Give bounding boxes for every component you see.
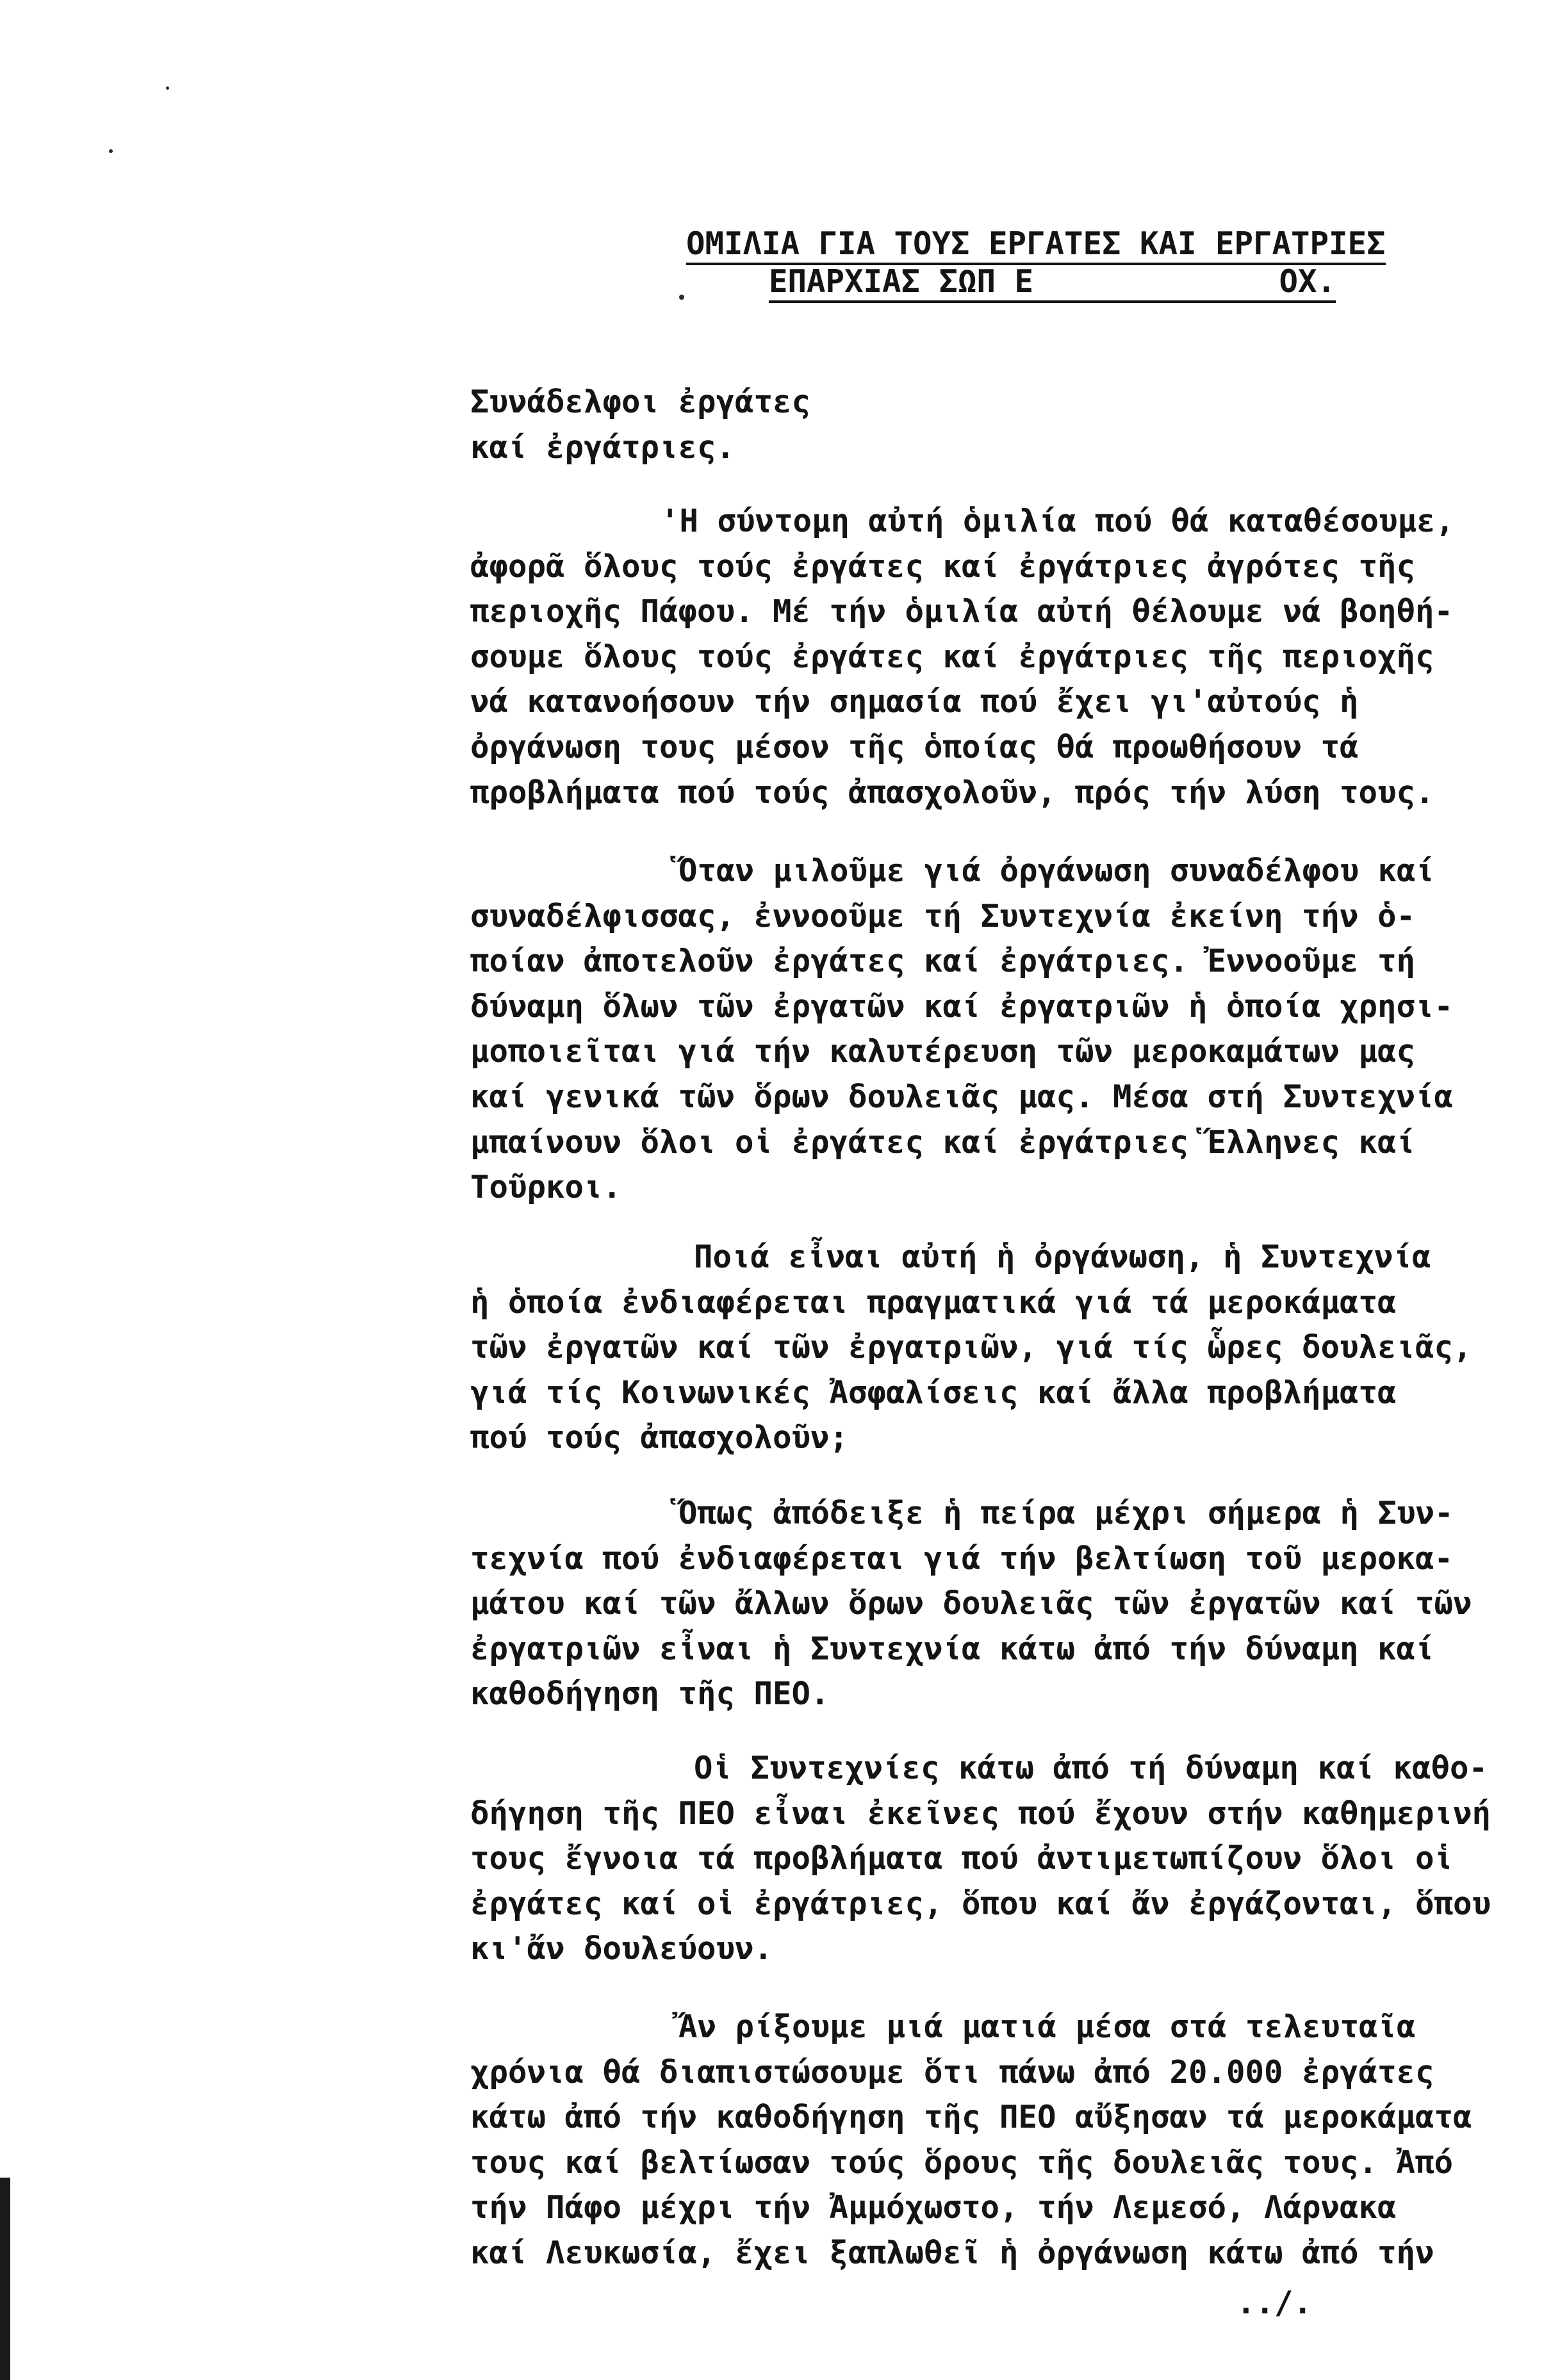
text-line: προβλήματα πού τούς ἀπασχολοῦν, πρός τήν λύση τους.: [470, 774, 1434, 811]
text-line: Οἱ Συντεχνίες κάτω ἀπό τή δύναμη καί καθο-: [694, 1750, 1488, 1786]
text-line: τους ἔγνοια τά προβλήματα πού ἀντιμετωπίζουν ὅλοι οἱ: [470, 1840, 1454, 1877]
text-line: τήν Πάφο μέχρι τήν Ἀμμόχωστο, τήν Λεμεσό, Λάρνακα: [470, 2189, 1397, 2226]
text-line: μπαίνουν ὅλοι οἱ ἐργάτες καί ἐργάτριες Ἕλληνες καί: [470, 1123, 1416, 1161]
scan-speck: [679, 295, 684, 300]
text-line: ὀργάνωση τους μέσον τῆς ὁποίας θά προωθήσουν τά: [470, 728, 1359, 765]
text-line: τῶν ἐργατῶν καί τῶν ἐργατριῶν, γιά τίς ὧρες δουλειᾶς,: [470, 1329, 1472, 1366]
scan-speck: [166, 86, 169, 90]
text-line: κάτω ἀπό τήν καθοδήγηση τῆς ΠΕΟ αὔξησαν τά μεροκάματα: [470, 2099, 1472, 2136]
paragraph: [470, 1746, 1534, 1972]
text-line: Τοῦρκοι.: [470, 1169, 622, 1206]
text-line: ἐργάτες καί οἱ ἐργάτριες, ὅπου καί ἄν ἐργάζονται, ὅπου: [470, 1885, 1491, 1922]
text-line: Ὅταν μιλοῦμε γιά ὀργάνωση συναδέλφου καί: [678, 852, 1435, 889]
text-line: Ποιά εἶναι αὐτή ἡ ὀργάνωση, ἡ Συντεχνία: [694, 1239, 1431, 1275]
text-line: σουμε ὅλους τούς ἐργάτες καί ἐργάτριες τῆς περιοχῆς: [470, 638, 1434, 675]
text-line: ἐργατριῶν εἶναι ἡ Συντεχνία κάτω ἀπό τήν δύναμη καί: [470, 1630, 1434, 1667]
paragraph: [470, 2005, 1534, 2276]
paragraph: [470, 1235, 1534, 1461]
text-line: δήγηση τῆς ΠΕΟ εἶναι ἐκεῖνες πού ἔχουν στήν καθημερινή: [470, 1795, 1491, 1832]
text-line: Συνάδελφοι ἐργάτες: [470, 384, 811, 420]
text-line: μοποιεῖται γιά τήν καλυτέρευση τῶν μεροκαμάτων μας: [470, 1033, 1416, 1070]
text-line: γιά τίς Κοινωνικές Ἀσφαλίσεις καί ἄλλα προβλήματα: [470, 1374, 1397, 1411]
text-line: κι'ἄν δουλεύουν.: [470, 1930, 773, 1968]
text-line: 'Η σύντομη αὐτή ὁμιλία πού θά καταθέσουμε,: [661, 503, 1455, 539]
title-line-2-left-fragment: ΕΠΑΡΧΙΑΣ ΣΩΠ Ε: [769, 263, 1034, 300]
text-line: καί ἐργάτριες.: [470, 428, 735, 466]
text-line: μάτου καί τῶν ἄλλων ὅρων δουλειᾶς τῶν ἐργατῶν καί τῶν: [470, 1585, 1472, 1622]
paragraph: [470, 1491, 1534, 1717]
text-line: Ὅπως ἀπόδειξε ἡ πείρα μέχρι σήμερα ἡ Συν-: [678, 1495, 1454, 1531]
title-line-2-right-fragment: ΟΧ.: [1279, 263, 1336, 300]
text-line: ποίαν ἀποτελοῦν ἐργάτες καί ἐργάτριες. Ἐννοοῦμε τή: [470, 943, 1416, 980]
paragraph: [470, 849, 1534, 1210]
text-line: καθοδήγηση τῆς ΠΕΟ.: [470, 1675, 830, 1713]
salutation: [470, 380, 1534, 470]
text-line: δύναμη ὅλων τῶν ἐργατῶν καί ἐργατριῶν ἡ ὁποία χρησι-: [470, 988, 1454, 1025]
continuation-mark: ../.: [1236, 2285, 1313, 2321]
text-line: καί γενικά τῶν ὅρων δουλειᾶς μας. Μέσα στή Συντεχνία: [470, 1078, 1454, 1115]
text-line: ἡ ὁποία ἐνδιαφέρεται πραγματικά γιά τά μεροκάματα: [470, 1284, 1397, 1321]
text-line: νά κατανοήσουν τήν σημασία πού ἔχει γι'αὐτούς ἡ: [470, 683, 1359, 721]
text-line: τους καί βελτίωσαν τούς ὅρους τῆς δουλειᾶς τους. Ἀπό: [470, 2144, 1454, 2181]
scan-speck: [109, 149, 113, 153]
text-line: περιοχῆς Πάφου. Μέ τήν ὁμιλία αὐτή θέλουμε νά βοηθή-: [470, 593, 1454, 630]
text-line: τεχνία πού ἐνδιαφέρεται γιά τήν βελτίωση τοῦ μεροκα-: [470, 1540, 1454, 1577]
text-line: χρόνια θά διαπιστώσουμε ὅτι πάνω ἀπό 20.000 ἐργάτες: [470, 2053, 1434, 2091]
document-title-line-1: ΟΜΙΛΙΑ ΓΙΑ ΤΟΥΣ ΕΡΓΑΤΕΣ ΚΑΙ ΕΡΓΑΤΡΙΕΣ: [686, 225, 1386, 265]
binding-edge-mark: [0, 2178, 10, 2380]
text-line: πού τούς ἀπασχολοῦν;: [470, 1419, 849, 1456]
document-title-line-2: [769, 263, 1336, 303]
text-line: συναδέλφισσας, ἐννοοῦμε τή Συντεχνία ἐκείνη τήν ὁ-: [470, 897, 1416, 934]
text-line: Ἄν ρίξουμε μιά ματιά μέσα στά τελευταῖα: [678, 2009, 1416, 2045]
text-line: ἀφορᾶ ὅλους τούς ἐργάτες καί ἐργάτριες ἀγρότες τῆς: [470, 548, 1416, 585]
text-line: καί Λευκωσία, ἔχει ξαπλωθεῖ ἡ ὀργάνωση κάτω ἀπό τήν: [470, 2234, 1434, 2271]
paragraph: [470, 499, 1534, 815]
